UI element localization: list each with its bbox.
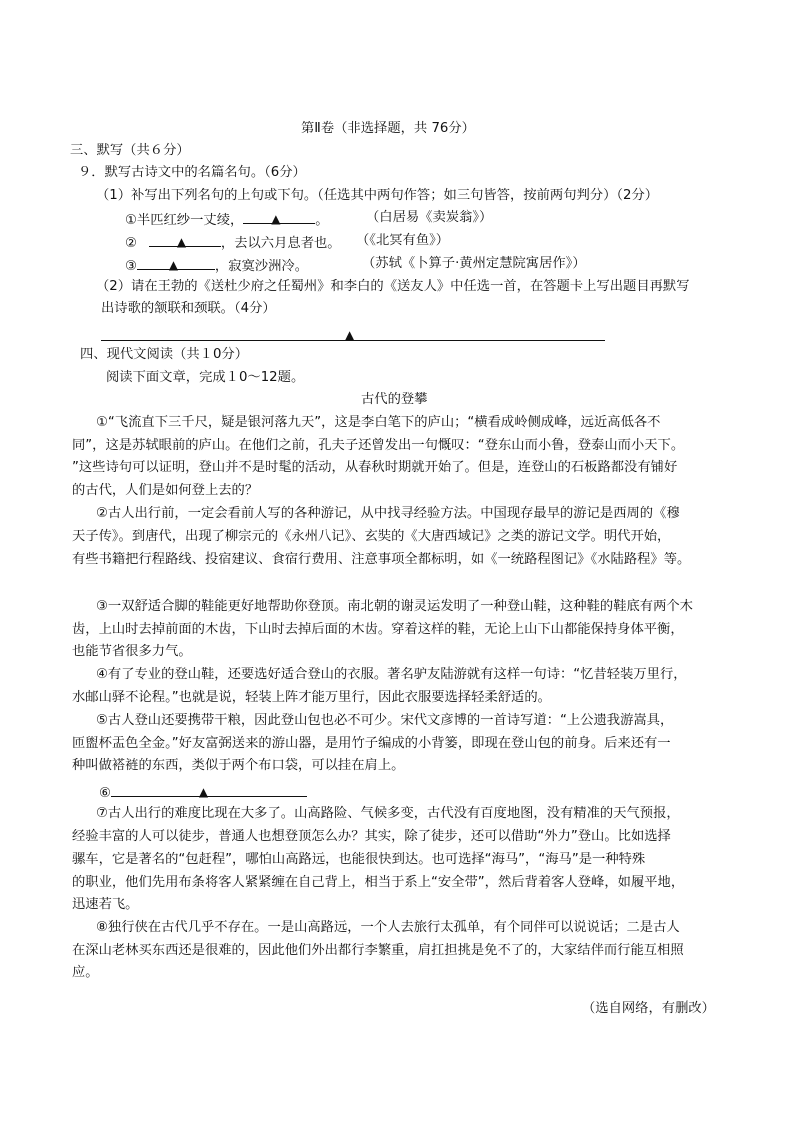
fill-item-2-suffix: ，去以六月息者也。 [220,236,341,251]
question-9-part2-line2: 出诗歌的颔联和颈联。（4分） [101,301,276,316]
question-9-stem: ９．默写古诗文中的名篇名句。（6分） [78,165,306,180]
paragraph-7-line: 迅速若飞。 [72,897,139,912]
paragraph-4-line: ④有了专业的登山鞋，还要选好适合登山的衣服。著名驴友陆游就有这样一句诗：“忆昔轻装万里行， [96,667,687,682]
paragraph-8-line: 应。 [72,965,99,980]
paragraph-8-line: 在深山老林买东西还是很难的，因此他们外出都行李繁重，肩扛担挑是免不了的，大家结伴而行能互相照 [72,943,684,958]
paragraph-2-line: ②古人出行前，一定会看前人写的各种游记，从中找寻经验方法。中国现存最早的游记是西周的《穆 [96,506,680,521]
page-title: 第Ⅱ卷（非选择题，共 76分） [301,121,475,136]
answer-blank-3[interactable] [137,255,215,270]
fill-item-1 [125,209,329,230]
answer-blank-2[interactable] [149,232,221,247]
answer-marker-icon: ▲ [271,212,281,226]
paragraph-8-line: ⑧独行侠在古代几乎不存在。一是山高路远，一个人去旅行太孤单，有个同伴可以说说话；二是古人 [96,920,680,935]
fill-item-1-prefix: ①半匹红纱一丈绫， [125,213,244,228]
fill-item-1-source: （白居易《卖炭翁》） [366,210,493,225]
fill-item-3-suffix: ，寂寞沙洲冷。 [214,259,308,274]
paragraph-5-line: ⑤古人登山还要携带干粮，因此登山包也必不可少。宋代文彦博的一首诗写道：“上公遗我游嵩具， [96,713,674,728]
question-9-part2-line1: （2）请在王勃的《送杜少府之任蜀州》和李白的《送友人》中任选一首，在答题卡上写出题目再默写 [96,279,690,294]
paragraph-7-line: 的职业，他们先用布条将客人紧紧缠在自己背上，相当于系上“安全带”，然后背着客人登峰，如履平地， [72,875,685,890]
paragraph-7-line: 经验丰富的人可以徒步，普通人也想登顶怎么办？其实，除了徒步，还可以借助“外力”登山。比如选择 [72,829,671,844]
paragraph-1-line: 同”，这是苏轼眼前的庐山。在他们之前，孔夫子还曾发出一句慨叹：“登东山而小鲁，登泰山而小天下。 [72,438,685,453]
paragraph-3-line: ③一双舒适合脚的鞋能更好地帮助你登顶。南北朝的谢灵运发明了一种登山鞋，这种鞋的鞋底有两个木 [96,599,693,614]
paragraph-2-line: 天子传》。到唐代，出现了柳宗元的《永州八记》、玄奘的《大唐西域记》之类的游记文学。明代开始， [72,529,671,544]
article-title: 古代的登攀 [361,392,428,407]
answer-line-poem[interactable] [101,328,605,341]
paragraph-5-line: 种叫做褡裢的东西，类似于两个布口袋，可以挂在肩上。 [72,758,405,773]
answer-blank-paragraph-6[interactable] [111,782,307,797]
paragraph-7-line: ⑦古人出行的难度比现在大多了。山高路险、气候多变，古代没有百度地图，没有精准的天气预报， [96,806,680,821]
paragraph-1-line: 的古代，人们是如何登上去的？ [72,483,259,498]
section-4-heading: 四、现代文阅读（共１0分） [80,347,249,362]
paragraph-1-line: ①“飞流直下三千尺，疑是银河落九天”，这是李白笔下的庐山；“横看成岭侧成峰，远近高低各不 [96,415,661,430]
answer-marker-icon: ▲ [168,258,179,272]
paragraph-5-line: 匝盥杯盂色全金。”好友富弼送来的游山器，是用竹子编成的小背篓，即现在登山包的前身。后来还有一 [72,736,671,751]
fill-item-3 [125,255,308,276]
answer-blank-1[interactable] [243,209,315,224]
paragraph-3-line: 齿，上山时去掉前面的木齿，下山时去掉后面的木齿。穿着这样的鞋，无论上山下山都能保持身体平衡， [72,622,684,637]
paragraph-6 [99,782,307,803]
fill-item-3-source: （苏轼《卜算子·黄州定慧院寓居作》） [362,256,586,271]
fill-item-3-prefix: ③ [125,259,137,274]
paragraph-4-line: 水邮山驿不论程。”也就是说，轻装上阵才能万里行，因此衣服要选择轻柔舒适的。 [72,690,551,705]
paragraph-3-line: 也能节省很多力气。 [72,644,192,659]
fill-item-2 [125,232,341,253]
paragraph-1-line: ”这些诗句可以证明，登山并不是时髦的活动，从春秋时期就开始了。但是，连登山的石板路都没有铺好 [72,460,678,475]
answer-marker-icon: ▲ [345,328,355,342]
paragraph-7-line: 骡车，它是著名的“包赶程”，哪怕山高路远，也能很快到达。也可选择“海马”，“海马”是一种特殊 [72,852,646,867]
article-source: （选自网络，有删改） [582,1001,715,1016]
fill-item-2-prefix: ② [125,236,137,251]
section-3-heading: 三、默写（共６分） [70,143,190,158]
paragraph-2-line: 有些书籍把行程路线、投宿建议、食宿行费用、注意事项全都标明，如《一统路程图记》《水陆路程》等。 [72,552,691,567]
paragraph-6-prefix: ⑥ [99,786,111,801]
question-9-part1-instruction: （1）补写出下列名句的上句或下句。（任选其中两句作答；如三句皆答，按前两句判分）（2分） [96,188,659,203]
answer-marker-icon: ▲ [198,785,209,799]
fill-item-1-suffix: 。 [315,213,329,228]
section-4-instruction: 阅读下面文章，完成１0～12题。 [106,370,305,385]
fill-item-2-source: （《北冥有鱼》） [356,233,450,248]
answer-marker-icon: ▲ [176,235,187,249]
